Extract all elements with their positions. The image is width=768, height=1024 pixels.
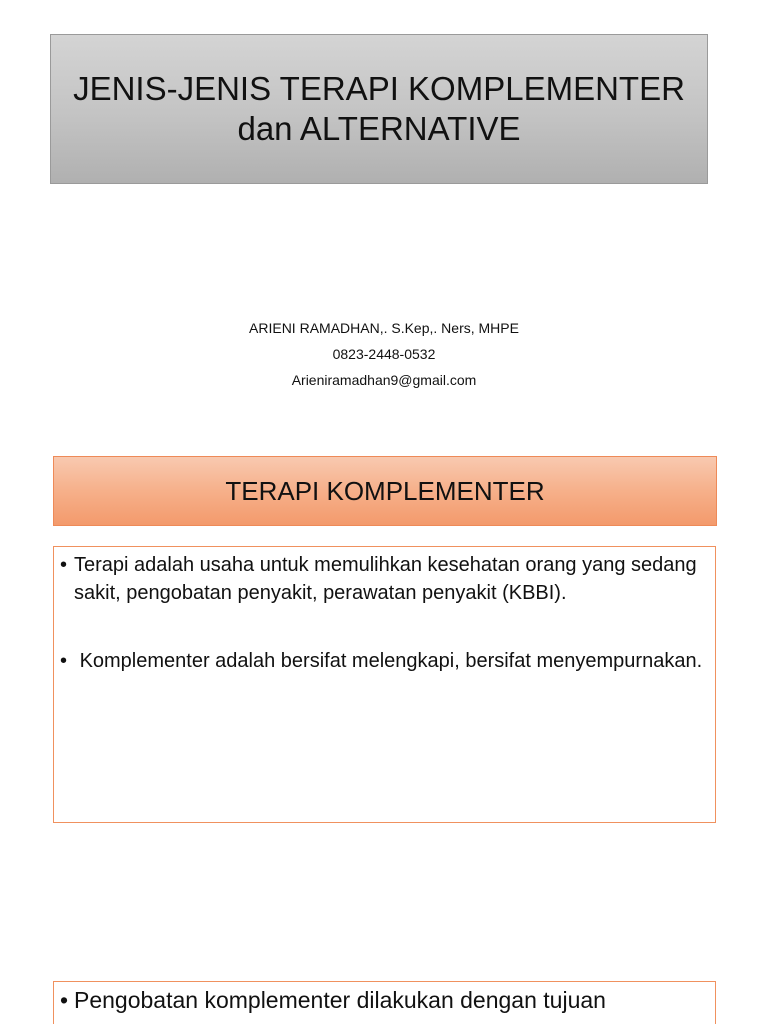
section-header: TERAPI KOMPLEMENTER xyxy=(53,456,717,526)
list-item xyxy=(60,551,707,607)
bullet-icon: • xyxy=(60,987,69,1013)
title-slide-banner xyxy=(50,34,708,184)
bullet-icon: • xyxy=(60,650,68,672)
bullet-icon: • xyxy=(60,554,68,576)
slide-title-line-1: JENIS-JENIS TERAPI KOMPLEMENTER xyxy=(73,70,685,107)
definition-box xyxy=(53,546,716,823)
list-item xyxy=(60,984,707,1016)
bullet-text: Pengobatan komplementer dilakukan dengan tujuan xyxy=(74,987,606,1013)
author-email: Arieniramadhan9@gmail.com xyxy=(291,372,477,388)
slide-title-line-2: dan ALTERNATIVE xyxy=(237,110,521,147)
bullet-text: Komplementer adalah bersifat melengkapi, bersifat menyempurnakan. xyxy=(74,650,703,672)
next-slide-box xyxy=(53,981,716,1024)
author-name: ARIENI RAMADHAN,. S.Kep,. Ners, MHPE xyxy=(249,320,519,336)
list-item xyxy=(60,647,707,675)
author-info xyxy=(0,315,768,393)
bullet-text: Terapi adalah usaha untuk memulihkan kesehatan orang yang sedang sakit, pengobatan penyakit, perawatan penyakit (KBBI). xyxy=(74,554,697,604)
author-phone: 0823-2448-0532 xyxy=(332,346,436,362)
